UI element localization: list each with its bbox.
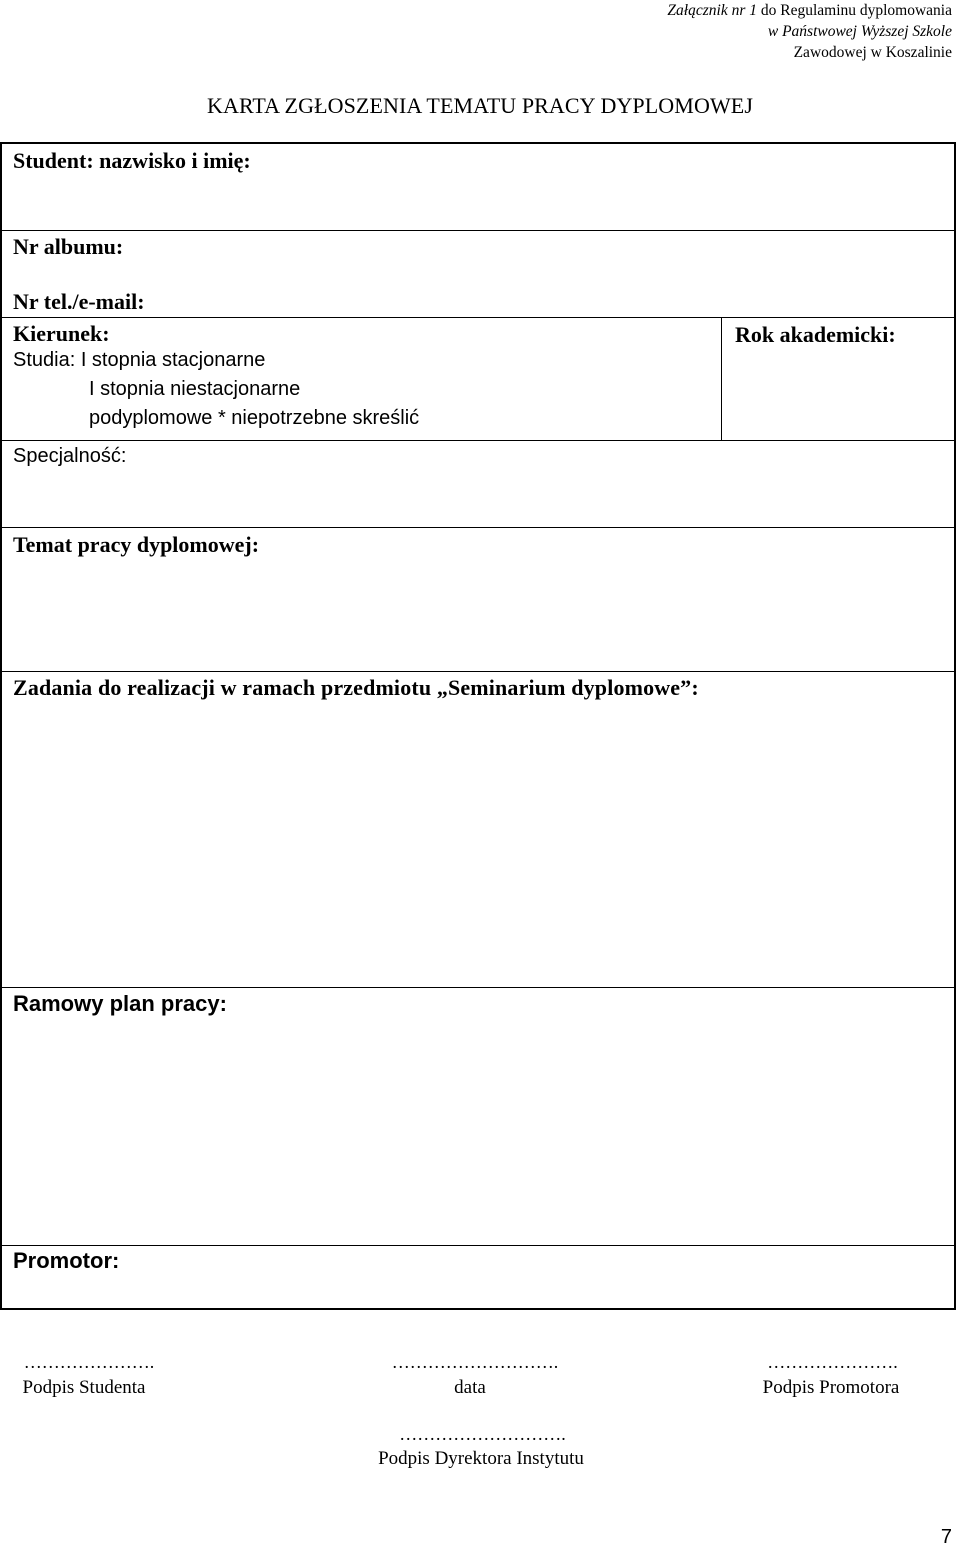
annex-label: Załącznik nr 1 [667, 2, 757, 19]
promotor-signature-label: Podpis Promotora [762, 1377, 900, 1398]
student-name-row[interactable] [2, 144, 954, 231]
date-label: data [454, 1377, 486, 1398]
work-plan-label: Ramowy plan pracy: [13, 991, 227, 1016]
kierunek-label: Kierunek: [13, 321, 110, 346]
specjalnosc-row[interactable] [2, 441, 954, 528]
student-signature-label: Podpis Studenta [22, 1377, 146, 1398]
page-number: 7 [940, 1526, 952, 1548]
annex-note-line-2: w Państwowej Wyższej Szkole [767, 23, 952, 40]
seminar-tasks-row[interactable] [2, 672, 954, 988]
annex-note-line-3: Zawodowej w Koszalinie [793, 44, 952, 61]
student-signature-line: …………………. [23, 1352, 155, 1372]
studia-option-niestacjonarne: I stopnia niestacjonarne [89, 378, 301, 400]
studia-option-podyplomowe: podyplomowe * niepotrzebne skreślić [89, 407, 420, 429]
form-table [0, 142, 956, 1310]
annex-rest: do Regulaminu dyplomowania [756, 2, 952, 19]
album-contact-row[interactable] [2, 231, 954, 318]
annex-note-line-1 [667, 0, 952, 21]
specjalnosc-label: Specjalność: [13, 445, 127, 467]
kierunek-cell[interactable] [2, 318, 722, 440]
studia-option-stacjonarne: Studia: I stopnia stacjonarne [13, 349, 266, 371]
academic-year-label: Rok akademicki: [735, 322, 896, 347]
seminar-tasks-label: Zadania do realizacji w ramach przedmiotu „Seminarium dyplomowe”: [13, 675, 699, 700]
promotor-label: Promotor: [13, 1248, 120, 1273]
director-signature-line: ………………………. [399, 1424, 566, 1444]
regulation-annex-note [667, 0, 952, 63]
kierunek-row [2, 318, 954, 441]
phone-email-label: Nr tel./e-mail: [13, 289, 145, 314]
date-line: ………………………. [391, 1352, 559, 1372]
promotor-row[interactable] [2, 1246, 954, 1308]
promotor-signature-line: …………………. [767, 1352, 898, 1372]
thesis-topic-label: Temat pracy dyplomowej: [13, 532, 260, 557]
director-signature-label: Podpis Dyrektora Instytutu [378, 1448, 584, 1469]
album-number-label: Nr albumu: [13, 234, 124, 259]
student-name-label: Student: nazwisko i imię: [13, 148, 251, 173]
form-title: KARTA ZGŁOSZENIA TEMATU PRACY DYPLOMOWEJ [206, 93, 754, 118]
work-plan-row[interactable] [2, 988, 954, 1246]
thesis-topic-row[interactable] [2, 528, 954, 672]
